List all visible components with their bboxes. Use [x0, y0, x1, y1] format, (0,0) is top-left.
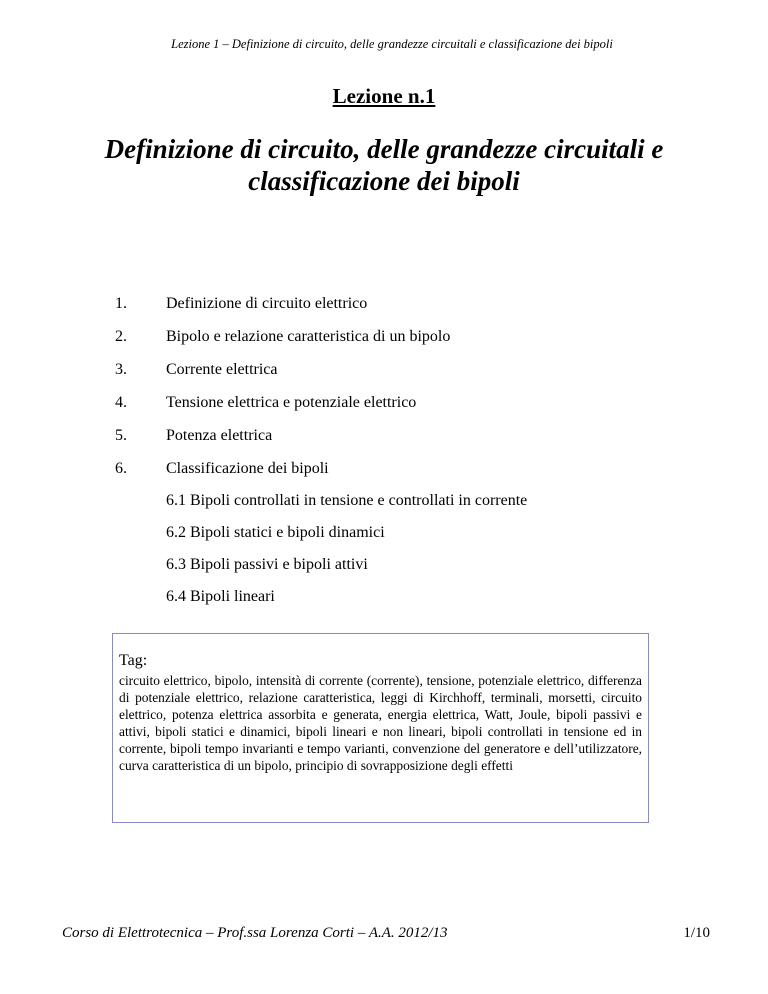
toc-item-number: 4.: [115, 394, 127, 411]
footer-course: Corso di Elettrotecnica – Prof.ssa Lorenza Corti – A.A. 2012/13: [62, 925, 448, 941]
toc-item-label: Bipolo e relazione caratteristica di un bipolo: [166, 328, 451, 345]
toc-subitem: 6.3 Bipoli passivi e bipoli attivi: [166, 556, 368, 573]
toc-item-number: 2.: [115, 328, 127, 345]
tag-label: Tag:: [119, 652, 148, 669]
toc-item-label: Corrente elettrica: [166, 361, 278, 378]
toc-item-label: Classificazione dei bipoli: [166, 460, 329, 477]
toc-item-label: Definizione di circuito elettrico: [166, 295, 368, 312]
tag-box: [112, 633, 649, 823]
toc-item-label: Tensione elettrica e potenziale elettrico: [166, 394, 417, 411]
page-number: 1/10: [683, 925, 710, 941]
running-header: Lezione 1 – Definizione di circuito, delle grandezze circuitali e classificazione dei bipoli: [171, 37, 613, 51]
toc-subitem: 6.2 Bipoli statici e bipoli dinamici: [166, 524, 385, 541]
toc-item-number: 3.: [115, 361, 127, 378]
page-title: Definizione di circuito, delle grandezze circuitali e classificazione dei bipoli: [104, 134, 664, 196]
toc-item-number: 5.: [115, 427, 127, 444]
toc-item-number: 6.: [115, 460, 127, 477]
toc-item-number: 1.: [115, 295, 127, 312]
toc-item-label: Potenza elettrica: [166, 427, 273, 444]
toc-subitem: 6.1 Bipoli controllati in tensione e controllati in corrente: [166, 492, 528, 509]
tag-list: circuito elettrico, bipolo, intensità di corrente (corrente), tensione, potenziale elettrico, differenza di potenziale elettrico, relazione caratteristica, leggi di Kirchhoff, terminali, morsetti, circuito elettrico, potenza elettrica assorbita e generata, energia elettrica, Watt, Joule, bipoli passivi e attivi, bipoli statici e dinamici, bipoli lineari e non lineari, bipoli controllati in tensione ed in corrente, bipoli tempo invarianti e tempo varianti, convenzione del generatore e dell’utilizzatore, curva caratteristica di un bipolo, principio di sovrapposizione degli effetti: [119, 673, 642, 773]
lesson-number: Lezione n.1: [332, 84, 436, 108]
toc-subitem: 6.4 Bipoli lineari: [166, 588, 275, 605]
